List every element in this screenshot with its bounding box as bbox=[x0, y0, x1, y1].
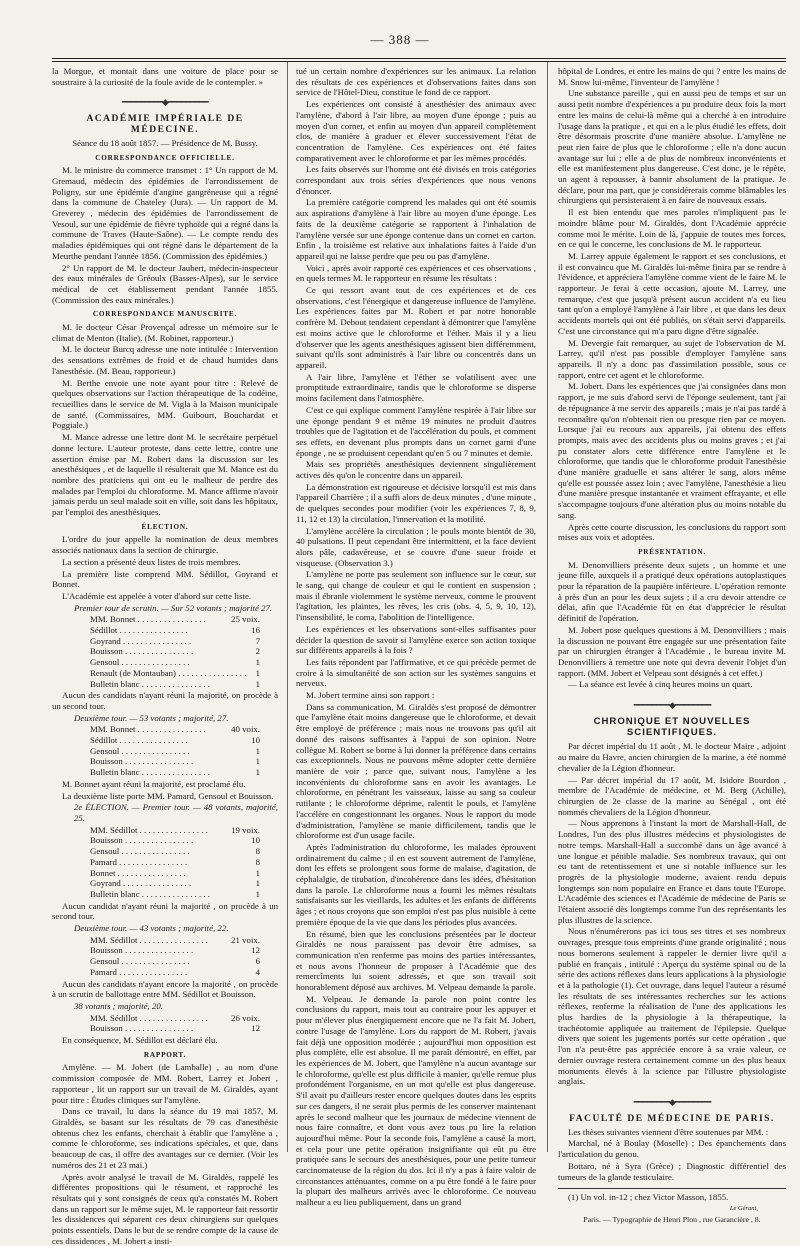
candidate-name: Bouisson . . . bbox=[90, 945, 210, 956]
paragraph: M. Devergie fait remarquer, au sujet de l'observation de M. Larrey, qu'il n'est pas possible d'employer l'amylène sans appareils. Il n'y a donc pas d'assimilation possible, sous ce rapport, entre cet agent et le chloroforme. bbox=[558, 338, 786, 381]
paragraph: Aucun des candidats n'ayant réuni la majorité, on procède à un second tour. bbox=[52, 690, 278, 711]
candidate-name: Pamard . . . bbox=[90, 967, 210, 978]
page-number: — 388 — bbox=[0, 32, 800, 48]
paragraph: Aucun des candidats n'ayant encore la majorité , on procède à un scrutin de ballottage entre MM. Sédillot et Bouisson. bbox=[52, 979, 278, 1000]
vote-row bbox=[52, 878, 278, 889]
candidate-name: Gensoul . . . bbox=[90, 746, 210, 757]
ornament-divider: ━━━━━━━━━◆━━━━━━━━━ bbox=[82, 97, 248, 106]
vote-count: 8 bbox=[210, 846, 260, 857]
vote-row bbox=[52, 1013, 278, 1024]
vote-row bbox=[52, 735, 278, 746]
paragraph: Dans ce travail, lu dans la séance du 19 mai 1857, M. Giraldès, se basant sur les résultats de 79 cas d'anesthésie obtenus chez les enfants, cherchait à établir que l'amylène a , comme le chloroforme, ses indications spéciales, et que, dans beaucoup de cas, il offre des avantages sur ce dernier. (Voir les numéros des 21 et 23 mai.) bbox=[52, 1106, 278, 1170]
paragraph: La section a présenté deux listes de trois membres. bbox=[52, 557, 278, 568]
vote-row bbox=[52, 625, 278, 636]
vote-row bbox=[52, 668, 278, 679]
vote-round-heading: 38 votants ; majorité, 20. bbox=[52, 1001, 278, 1012]
candidate-name: Bouisson . . . bbox=[90, 1023, 210, 1034]
paragraph: Mais ses propriétés anesthésiques deviennent singulièrement actives dès qu'on le concentre dans un appareil. bbox=[296, 459, 536, 480]
vote-row bbox=[52, 679, 278, 690]
vote-row bbox=[52, 857, 278, 868]
paragraph: Il est bien entendu que mes paroles n'impliquent pas le moindre blâme pour M. Giraldès, dont l'Académie apprécie comme moi le mérite. Loin de là, j'appuie de toutes mes forces, en ce qui le concerne, les conclusions de M. le rapporteur. bbox=[558, 207, 786, 250]
ornament-divider: ━━━━━━━━◆━━━━━━━━ bbox=[588, 1097, 756, 1106]
paragraph: La première liste comprend MM. Sédillot, Goyrand et Bonnet. bbox=[52, 569, 278, 590]
vote-row bbox=[52, 767, 278, 778]
paragraph: M. le docteur Burcq adresse une note intitulée : Intervention des sensations extrêmes de froid et de chaud humides dans l'anesthésie. (M. Beau, rapporteur.) bbox=[52, 344, 278, 376]
section-heading: FACULTÉ DE MÉDECINE DE PARIS. bbox=[558, 1114, 786, 1125]
candidate-name: Sédillot . . . bbox=[90, 625, 210, 636]
printer-line: Paris. — Typographie de Henri Plon , rue Garancière , 8. bbox=[558, 1215, 786, 1226]
vote-count: 6 bbox=[210, 956, 260, 967]
paragraph: Aucun candidat n'ayant réuni la majorité , on procède à un second tour. bbox=[52, 901, 278, 922]
subheading: RAPPORT. bbox=[52, 1050, 278, 1061]
paragraph: A l'air libre, l'amylène et l'éther se volatilisent avec une promptitude extraordinaire, tandis que le chloroforme se disperse moins facilement dans l'atmosphère. bbox=[296, 372, 536, 404]
vote-table bbox=[52, 935, 278, 978]
paragraph: — Nous apprenons à l'instant la mort de Marshall-Hall, de Londres, l'un des plus illustres médecins et physiologistes de notre temps. Marshall-Hall a succombé dans un âge avancé à une longue et pénible maladie. Ses nombreux travaux, qui ont eu tant de retentissement et une si notable influence sur les progrès de la physiologie moderne, avaient rendu depuis longtemps son nom populaire en France et dans toute l'Europe. L'Académie des sciences et l'Académie de médecine de Paris se l'étaient associé dès longtemps comme l'un des représentants les plus illustres de la science. bbox=[558, 818, 786, 925]
column-2 bbox=[296, 66, 536, 1166]
paragraph: M. Jobert. Dans les expériences que j'ai consignées dans mon rapport, je me suis d'abord servi de l'éponge seulement, tant j'ai de répugnance à me servir des appareils ; mais je n'ai pas tardé à reconnaître qu'on n'obtenait rien ou presque rien par ce moyen. Lorsque j'ai eu recours aux appareils, j'ai obtenu des effets prompts, mais avec des accidents plus ou moins graves ; et j'ai pu constater alors cette différence entre l'amylène et le chloroforme, que tandis que le chloroforme produit l'anesthésie d'une manière graduelle et sans altérer le sang, alors même qu'elle est poussée assez loin ; avec l'amylène, l'anesthésie a lieu d'une manière presque instantanée et vraiment effrayante, et elle s'accompagne toujours d'une altération plus ou moins notable du sang. bbox=[558, 381, 786, 520]
candidate-name: Pamard . . . bbox=[90, 857, 210, 868]
vote-count: 7 bbox=[210, 636, 260, 647]
paragraph: Par décret impérial du 11 août , M. le docteur Maire , adjoint au maire du Havre, ancien chirurgien de la marine, a été nommé chevalier de la Légion d'honneur. bbox=[558, 741, 786, 773]
vote-table bbox=[52, 724, 278, 778]
paragraph: Nous n'énumérerons pas ici tous ses titres et ses nombreux ouvrages, presque tous empreints d'une grande originalité ; nous nous bornerons seulement à rappeler le dernier livre qu'il a publié en français , intitulé : Aperçu du système spinal ou de la série des actions réflexes dans leurs applications à la physiologie et à la pathologie (1). Cet ouvrage, dans lequel l'auteur a résumé les résultats de ses intéressantes recherches sur les actions réflexes, renferme la réalisation de l'une des applications les plus hardies de la physiologie à la thérapeutique, la trachéotomie appliquée au traitement de l'épilepsie. Quelque divers que soient les jugements portés sur cette opération , que l'on n'a peut-être pas appréciée encore à sa vraie valeur, ce dernier ouvrage restera certainement comme un des plus beaux monuments élevés à la science par l'illustre physiologiste anglais. bbox=[558, 926, 786, 1087]
vote-count: 1 bbox=[210, 868, 260, 879]
vote-table bbox=[52, 614, 278, 689]
candidate-name: Bouisson . . . bbox=[90, 835, 210, 846]
vote-count: 1 bbox=[210, 767, 260, 778]
signature: Le Gérant, bbox=[558, 1204, 786, 1215]
subheading: ÉLECTION. bbox=[52, 522, 278, 533]
candidate-name: MM. Bonnet . . . bbox=[90, 724, 210, 735]
vote-table bbox=[52, 825, 278, 900]
vote-count: 1 bbox=[210, 746, 260, 757]
vote-table bbox=[52, 1013, 278, 1034]
paragraph: tué un certain nombre d'expériences sur les animaux. La relation des résultats de ces expériences et d'observations faites dans son service de l'Hôtel-Dieu, constitue le fond de ce rapport. bbox=[296, 66, 536, 98]
vote-count: 1 bbox=[210, 679, 260, 690]
paragraph: L'amylène ne porte pas seulement son influence sur le cœur, sur le sang, qui change de couleur et qui le contient en suspension ; mais il ébranle violemment le système nerveux, comme le prouvent l'agitation, les plaintes, les rêves, les cris (obs. 4, 5, 9, 10, 12), l'insensibilité, le coma, l'abolition de l'intelligence. bbox=[296, 569, 536, 623]
vote-row bbox=[52, 746, 278, 757]
vote-round-heading: Premier tour de scrutin. — Sur 52 votants ; majorité 27. bbox=[52, 603, 278, 614]
vote-row bbox=[52, 956, 278, 967]
candidate-name: Bouisson . . . bbox=[90, 646, 210, 657]
session-line: Séance du 18 août 1857. — Présidence de M. Bussy. bbox=[52, 138, 278, 149]
vote-round-heading: Deuxième tour. — 43 votants ; majorité, 22. bbox=[52, 923, 278, 934]
paragraph: — Par décret impérial du 17 août, M. Isidore Bourdon , membre de l'Académie de médecine, et M. Berg (Achille), chirurgien de 2e classe de la marine au Sénégal , ont été nommés chevaliers de la Légion d'honneur. bbox=[558, 775, 786, 818]
header-rule bbox=[52, 58, 786, 59]
vote-count: 19 voix. bbox=[210, 825, 260, 836]
candidate-name: Bulletin blanc . . . bbox=[90, 889, 210, 900]
vote-count: 1 bbox=[210, 878, 260, 889]
ornament-divider: ━━━━━━━━◆━━━━━━━━ bbox=[588, 700, 756, 709]
candidate-name: Bulletin blanc . . . bbox=[90, 767, 210, 778]
paragraph: M. Larrey appuie également le rapport et ses conclusions, et il est convaincu que M. Giraldès lui-même finira par se rendre à l'évidence, et appréciera l'amylène comme vient de le faire M. le rapporteur. Je ferai à cette occasion, ajoute M. Larrey, une remarque, c'est que jusqu'à présent aucun accident n'a eu lieu tant qu'on a employé l'amylène à l'air libre , et que dans les deux accidents mortels qui ont été publiés, on s'était servi d'appareils. C'est une circonstance qui m'a paru digne d'être signalée. bbox=[558, 251, 786, 337]
paragraph: L'Académie est appelée à voter d'abord sur cette liste. bbox=[52, 591, 278, 602]
paragraph: 2° Un rapport de M. le docteur Jaubert, médecin-inspecteur des eaux minérales de Gréoulx (Basses-Alpes), sur le service médical de cet établissement pendant l'année 1855. (Commission des eaux minérales.) bbox=[52, 263, 278, 306]
candidate-name: Bulletin blanc . . . bbox=[90, 679, 210, 690]
paragraph: L'ordre du jour appelle la nomination de deux membres associés nationaux dans la section de chirurgie. bbox=[52, 534, 278, 555]
paragraph: Une substance pareille , qui en aussi peu de temps et sur un aussi petit nombre d'expériences a pu produire deux fois la mort entre les mains de celui-là même qui a cherché à en introduire l'usage dans la pratique , et qui en a le plus étudié les effets, doit être désormais proscrite d'une manière absolue. L'amylène ne peut rien faire de plus que le chloroforme ; elle n'a donc aucun avantage sur lui ; elle a de plus de nombreux inconvénients et elle est manifestement plus dangereuse. C'est donc, je le répète, un agent à repousser, à bannir absolument de la pratique. Je déclare, pour ma part, que je considérerais comme blâmables les chirurgiens qui persisteraient à en faire de nouveaux essais. bbox=[558, 88, 786, 206]
subheading: CORRESPONDANCE OFFICIELLE. bbox=[52, 153, 278, 164]
paragraph: Les expériences ont consisté à anesthésier des animaux avec l'amylène, d'abord à l'air libre, au moyen d'une éponge ; puis au moyen d'un cornet, et enfin au moyen d'un appareil complètement clos, de manière à graduer et élever successivement l'état de concentration de l'amylène. Ces expériences ont été faites comparativement avec le chloroforme et par les mêmes procédés. bbox=[296, 99, 536, 163]
footnote-rule bbox=[558, 1188, 786, 1189]
paragraph: Marchal, né à Boulay (Moselle) ; Des épanchements dans l'articulation du genou. bbox=[558, 1138, 786, 1159]
vote-row bbox=[52, 967, 278, 978]
vote-count: 2 bbox=[210, 646, 260, 657]
paragraph: M. le docteur César Provençal adresse un mémoire sur le climat de Menton (Italie). (M. Robinet, rapporteur.) bbox=[52, 322, 278, 343]
candidate-name: Renault (de Montauban) . . . bbox=[90, 668, 210, 679]
paragraph: M. Bonnet ayant réuni la majorité, est proclamé élu. bbox=[52, 779, 278, 790]
paragraph: Voici , après avoir rapporté ces expériences et ces observations , en quels termes M. le rapporteur en résume les résultats : bbox=[296, 263, 536, 284]
vote-row bbox=[52, 1023, 278, 1034]
vote-row bbox=[52, 825, 278, 836]
paragraph: M. le ministre du commerce transmet : 1° Un rapport de M. Gremaud, médecin des épidémies de l'arrondissement de Poligny, sur une épidémie d'angine gangréneuse qui a régné dans la commune de Chateley (Jura). — Un rapport de M. Greverey , médecin des épidémies de l'arrondissement de Vesoul, sur une épidémie de fièvre typhoïde qui a régné dans la commune de Traves (Haute-Saône). — Le compte rendu des maladies épidémiques qui ont régné dans le département de la Meurthe pendant l'année 1856. (Commission des épidémies.) bbox=[52, 165, 278, 261]
candidate-name: Gensoul . . . bbox=[90, 956, 210, 967]
candidate-name: MM. Sédillot . . . bbox=[90, 935, 210, 946]
candidate-name: Bouisson . . . bbox=[90, 756, 210, 767]
paragraph: Amylène. — M. Jobert (de Lamballe) , au nom d'une commission composée de MM. Robert, Larrey et Jobert , rapporteur , lit un rapport sur un travail de M. Giraldès, ayant pour titre : Études cliniques sur l'amylène. bbox=[52, 1062, 278, 1105]
paragraph: M. Jobert pose quelques questions à M. Denonvilliers ; mais la discussion ne pouvant être engagée sur une présentation faite par un chirurgien étranger à l'Académie , le bureau invite M. Denonvilliers à remettre une note qui devra devenir l'objet d'un rapport. (MM. Jobert et Velpeau sont désignés à cet effet.) bbox=[558, 625, 786, 679]
paragraph: En conséquence, M. Sédillot est déclaré élu. bbox=[52, 1035, 278, 1046]
section-heading: ACADÉMIE IMPÉRIALE DE MÉDECINE. bbox=[52, 114, 278, 135]
subheading: CORRESPONDANCE MANUSCRITE. bbox=[52, 309, 278, 320]
vote-count: 40 voix. bbox=[210, 724, 260, 735]
paragraph: La deuxième liste porte MM. Pamard, Gensoul et Bouisson. bbox=[52, 791, 278, 802]
vote-count: 1 bbox=[210, 756, 260, 767]
paragraph: Dans sa communication, M. Giraldès s'est proposé de démontrer que l'amylène était moins dangereuse que le chloroforme, et devait être employé de préférence ; mais nous ne trouvons pas qu'il ait donné des raisons suffisantes à l'appui de son opinion. Notre collègue M. Robert se borne à lui donner la préférence dans certains cas exceptionnels. Nous ne pouvons même adopter cette dernière manière de voir ; parce que, suivant nous, l'amylène a les inconvénients du chloroforme sans en avoir les avantages. Le chloroforme, en pénétrant les vaisseaux, laisse au sang sa couleur rutilante ; le chloroforme déprime, ralentit le pouls, et l'amylène l'accélère en congestionnant les organes. Nous le rapport du mode d'administration, l'amylène se manie difficilement, tandis que le chloroforme est d'un usage facile. bbox=[296, 702, 536, 841]
subheading: PRÉSENTATION. bbox=[558, 547, 786, 558]
candidate-name: MM. Sédillot . . . bbox=[90, 825, 210, 836]
vote-count: 8 bbox=[210, 857, 260, 868]
paragraph: L'amylène accélère la circulation ; le pouls monte bientôt de 30, 40 pulsations. Il peut cependant être intermittent, et la face devient alors pâle, cadavéreuse, et se couvre d'une sueur froide et visqueuse. (Observation 3.) bbox=[296, 526, 536, 569]
paragraph: En résumé, bien que les conclusions présentées par le docteur Giraldès ne nous paraissent pas devoir être admises, sa communication n'en renferme pas moins des parties intéressantes, et nous avons l'honneur de proposer à l'Académie que des remercîments lui soient adressés, et que son travail soit honorablement déposé aux archives. M. Velpeau demande la parole. bbox=[296, 929, 536, 993]
paragraph: M. Berthe envoie une note ayant pour titre : Relevé de quelques observations sur l'action thérapeutique de la codéine, recueillies dans le service de M. Vigla à la Maison municipale de santé. (Commissaires, MM. Guibourt, Bouchardat et Poggiale.) bbox=[52, 378, 278, 432]
vote-row bbox=[52, 636, 278, 647]
paragraph: M. Mance adresse une lettre dont M. le secrétaire perpétuel donne lecture. L'auteur proteste, dans cette lettre, contre une assertion émise par M. Robert dans la discussion sur les anesthésiques , et de laquelle il résulterait que M. Mance est du nombre des praticiens qui ont eu le malheur de perdre des malades par l'emploi du chloroforme. M. Mance affirme n'avoir jamais perdu un seul malade soit en ville, soit dans les hôpitaux, par l'emploi des anesthésiques. bbox=[52, 432, 278, 518]
column-divider-2 bbox=[547, 62, 548, 1152]
section-heading: CHRONIQUE ET NOUVELLES SCIENTIFIQUES. bbox=[558, 717, 786, 738]
paragraph: La démonstration est rigoureuse et décisive lorsqu'il est mis dans l'appareil Charrière ; il a suffi alors de deux minutes , d'une minute , de quelques secondes pour modifier (voir les expériences 7, 8, 9, 11, 12 et 13) la circulation, l'innervation et la motilité. bbox=[296, 482, 536, 525]
vote-count: 25 voix. bbox=[210, 614, 260, 625]
vote-row bbox=[52, 935, 278, 946]
vote-count: 16 bbox=[210, 625, 260, 636]
paragraph: C'est ce qui explique comment l'amylène respirée à l'air libre sur une éponge pendant 9 et même 19 minutes ne produit d'autres troubles que de l'agitation et de l'accélération du pouls, et comment ses effets, en devenant plus prompts dans un cornet garni d'une éponge , ne se produisent cependant qu'en 5 ou 7 minutes et demie. bbox=[296, 405, 536, 459]
vote-row bbox=[52, 614, 278, 625]
paragraph: Les faits répondent par l'affirmative, et ce qui précède permet de croire à la simultanéité de son action sur les systèmes sanguins et nerveux. bbox=[296, 657, 536, 689]
vote-count: 10 bbox=[210, 835, 260, 846]
vote-count: 12 bbox=[210, 1023, 260, 1034]
footnote: (1) Un vol. in-12 ; chez Victor Masson, 1855. bbox=[558, 1192, 786, 1203]
vote-round-heading: 2e ÉLECTION. — Premier tour. — 48 votants, majorité, 25. bbox=[52, 802, 278, 823]
paragraph: Les faits observés sur l'homme ont été divisés en trois catégories correspondant aux trois séries d'expériences que nous venons d'énoncer. bbox=[296, 164, 536, 196]
paragraph: la Morgue, et montait dans une voiture de place pour se soustraire à la curiosité de la foule avide de le contempler. » bbox=[52, 66, 278, 87]
paragraph: — La séance est levée à cinq heures moins un quart. bbox=[558, 679, 786, 690]
vote-count: 12 bbox=[210, 945, 260, 956]
header-rule-thin bbox=[52, 61, 786, 62]
vote-count: 10 bbox=[210, 735, 260, 746]
paragraph: Les thèses suivantes viennent d'être soutenues par MM. : bbox=[558, 1127, 786, 1138]
vote-row bbox=[52, 868, 278, 879]
column-divider-1 bbox=[287, 62, 288, 1152]
vote-count: 21 voix. bbox=[210, 935, 260, 946]
paragraph: Bottaro, né à Syra (Grèce) ; Diagnostic différentiel des tumeurs de la glande testiculaire. bbox=[558, 1161, 786, 1182]
paragraph: Après l'administration du chloroforme, les malades éprouvent ordinairement du calme ; il en est souvent autrement de l'amylène, dont les effets se prolongent sous forme de malaise, d'agitation, de céphalalgie, de titubation, d'incohérence dans les idées, d'hésitation dans la parole. Le chloroforme nous a fourni les mêmes résultats satisfaisants sur les vieillards, les adultes et les enfants de différents âges ; et nous croyons que son emploi n'est pas plus nuisible à cette première époque de la vie que dans les périodes plus avancées. bbox=[296, 842, 536, 928]
paragraph: hôpital de Londres, et entre les mains de qui ? entre les mains de M. Snow lui-même, l'inventeur de l'amylène ! bbox=[558, 66, 786, 87]
paragraph: Les expériences et les observations sont-elles suffisantes pour décider la question de savoir si l'amylène exerce son action toxique sur différents appareils à la fois ? bbox=[296, 624, 536, 656]
candidate-name: MM. Bonnet . . . bbox=[90, 614, 210, 625]
vote-count: 1 bbox=[210, 668, 260, 679]
vote-row bbox=[52, 756, 278, 767]
vote-count: 26 voix. bbox=[210, 1013, 260, 1024]
vote-row bbox=[52, 657, 278, 668]
vote-row bbox=[52, 889, 278, 900]
paragraph: Ce qui ressort avant tout de ces expériences et de ces observations, c'est l'énergique et dangereuse influence de l'amylène. Les expériences faites par M. Robert et par notre honorable confrère M. Debout tendaient cependant à démontrer que l'amylène est moins active que le chloroforme et l'éther. Mais il y a lieu d'observer que les agents anesthésiques agissent bien différemment, suivant qu'ils sont administrés à l'air libre ou concentrés dans un appareil. bbox=[296, 285, 536, 371]
vote-row bbox=[52, 945, 278, 956]
candidate-name: Sédillot . . . bbox=[90, 735, 210, 746]
vote-round-heading: Deuxième tour. — 53 votants ; majorité, 27. bbox=[52, 713, 278, 724]
paragraph: M. Denonvilliers présente deux sujets , un homme et une jeune fille, auxquels il a pratiqué deux opérations autoplastiques pour la réparation de la paupière inférieure. L'opération remonte à près d'un an pour les deux sujets ; il a cru devoir attendre ce délai, afin que l'Académie fût en état d'apprécier le résultat définitif de l'opération. bbox=[558, 560, 786, 624]
vote-count: 4 bbox=[210, 967, 260, 978]
vote-count: 1 bbox=[210, 657, 260, 668]
paragraph: M. Jobert termine ainsi son rapport : bbox=[296, 690, 536, 701]
candidate-name: Goyrand . . . bbox=[90, 878, 210, 889]
vote-row bbox=[52, 724, 278, 735]
paragraph: Après cette courte discussion, les conclusions du rapport sont mises aux voix et adoptées. bbox=[558, 522, 786, 543]
vote-count: 1 bbox=[210, 889, 260, 900]
column-3 bbox=[558, 66, 786, 1166]
paragraph: La première catégorie comprend les malades qui ont été soumis aux aspirations d'amylène à l'air libre au moyen d'une éponge. Les faits de la deuxième catégorie se rapportent à l'inhalation de l'amylène versée sur une éponge contenue dans un cornet en carton. Enfin , la troisième est relative aux inhalations faites à l'aide d'un appareil qui ne laisse perdre que peu ou pas d'amylène. bbox=[296, 197, 536, 261]
vote-row bbox=[52, 846, 278, 857]
candidate-name: Gensoul . . . bbox=[90, 846, 210, 857]
column-1 bbox=[52, 66, 278, 1166]
paragraph: Après avoir analysé le travail de M. Giraldès, rappelé les différentes propositions qui le résument, et rapproché les résultats qui y sont consignés de ceux qu'a constatés M. Robert dans un rapport sur le même sujet, M. le rapporteur fait ressortir les dissidences qui séparent ces deux chirurgiens sur quelques points essentiels. Dans le but de se rendre compte de la cause de ces dissidences , M. Jobert a insti- bbox=[52, 1172, 278, 1246]
candidate-name: Gensoul . . . bbox=[90, 657, 210, 668]
vote-row bbox=[52, 646, 278, 657]
candidate-name: Goyrand . . . bbox=[90, 636, 210, 647]
candidate-name: MM. Sédillot . . . bbox=[90, 1013, 210, 1024]
vote-row bbox=[52, 835, 278, 846]
candidate-name: Bonnet . . . bbox=[90, 868, 210, 879]
paragraph: M. Velpeau. Je demande la parole non point contre les conclusions du rapport, mais tout au contraire pour les appuyer et pour m'élever plus énergiquement encore que ne l'a fait M. Jobert, contre l'usage de l'amylène. Lors du rapport de M. Robert, j'avais fait déjà une opposition modérée ; aujourd'hui mon opposition est plus complète, elle est absolue. Il me paraît démontré, en effet, par les expériences de M. Jobert, que l'amylène n'a aucun avantage sur le chloroforme, qu'elle est plus difficile à manier, qu'elle remue plus profondément l'organisme, en un mot qu'elle est plus dangereuse. S'il avait pu d'ailleurs rester encore quelques doutes dans les esprits sur ces dangers, il ne serait plus permis de les conserver maintenant après le second malheur que les journaux de médecine viennent de nous faire connaître, et dont vous avez tous pu lire la relation aujourd'hui même. Pour la seconde fois, l'amylène a causé la mort, et cela pour une petite opération insignifiante qui eût pu être pratiquée sans le secours des anesthésiques, pour une petite tumeur carcinomateuse de la région du dos. Ici il n'y a pas à faire valoir de circonstances atténuantes, comme on a pu être fondé à le faire pour la plupart des malheurs arrivés avec le chloroforme. Ce nouveau malheur a eu lieu publiquement, dans un grand bbox=[296, 994, 536, 1208]
